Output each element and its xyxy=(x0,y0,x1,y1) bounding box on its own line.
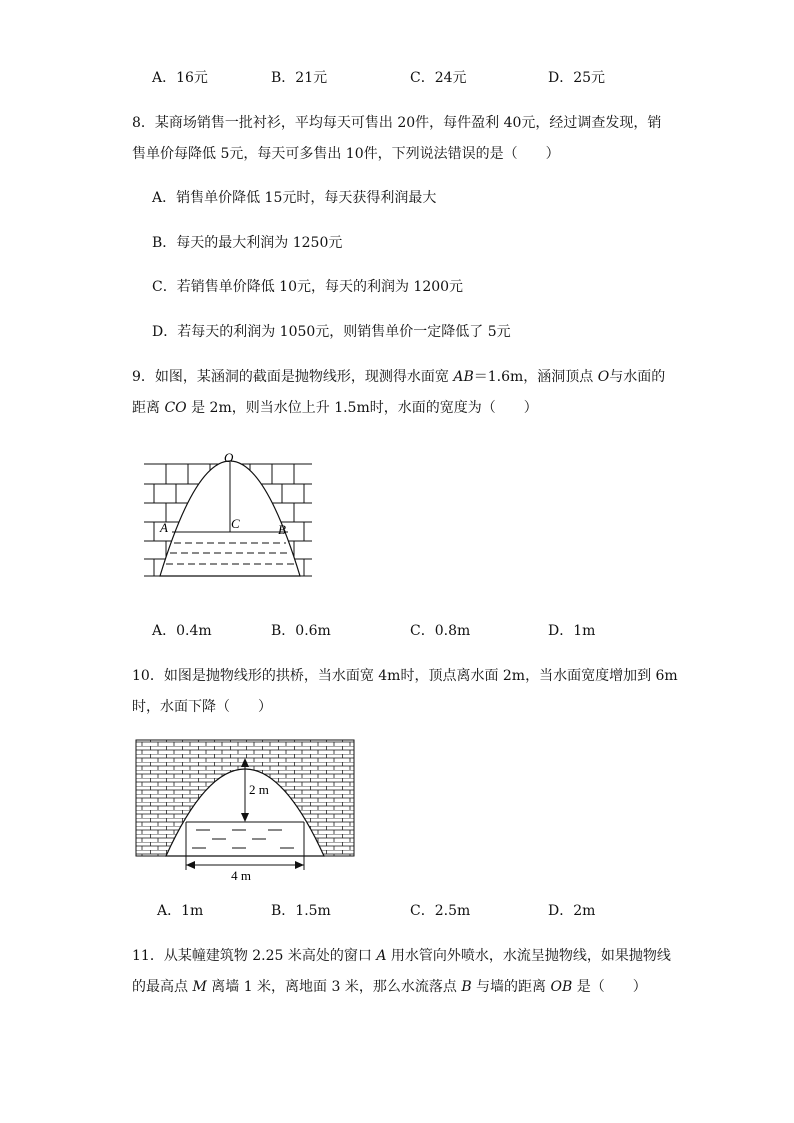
q8-option-b: B．每天的最大利润为 1250元 xyxy=(152,235,343,251)
label-o: O xyxy=(224,450,234,465)
label-a: A xyxy=(160,520,168,535)
q10-stem-line-1: 10．如图是抛物线形的拱桥，当水面宽 4m时，顶点离水面 2m，当水面宽度增加到 6m xyxy=(132,668,678,684)
q9-option-a: A．0.4m xyxy=(152,623,212,639)
q10-stem-line-2: 时，水面下降（ ） xyxy=(132,699,272,715)
q8-option-d: D．若每天的利润为 1050元，则销售单价一定降低了 5元 xyxy=(152,324,511,340)
q7-option-d: D．25元 xyxy=(548,70,606,86)
label-b: B xyxy=(278,522,286,537)
q10-option-b: B．1.5m xyxy=(271,903,331,919)
q8-stem-line-2: 售单价每降低 5元，每天可多售出 10件，下列说法错误的是（ ） xyxy=(132,146,560,162)
q8-stem-line-1: 8．某商场销售一批衬衫，平均每天可售出 20件，每件盈利 40元，经过调查发现，销 xyxy=(132,115,662,131)
label-height-2m: 2 m xyxy=(249,782,269,797)
culvert-figure xyxy=(138,446,320,580)
q9-option-d: D．1m xyxy=(548,623,596,639)
q10-option-d: D．2m xyxy=(548,903,596,919)
q9-option-b: B．0.6m xyxy=(271,623,331,639)
q9-stem-line-2: 距离 CO 是 2m，则当水位上升 1.5m时，水面的宽度为（ ） xyxy=(132,400,538,416)
label-width-4m: 4 m xyxy=(231,868,251,882)
q7-option-a: A．16元 xyxy=(152,70,208,86)
q9-option-c: C．0.8m xyxy=(410,623,471,639)
bridge-figure xyxy=(134,738,358,882)
q10-option-c: C．2.5m xyxy=(410,903,471,919)
q7-option-b: B．21元 xyxy=(271,70,328,86)
q11-stem-line-2: 的最高点 M 离墙 1 米，离地面 3 米，那么水流落点 B 与墙的距离 OB 是（ ） xyxy=(132,979,647,995)
q9-stem-line-1: 9．如图，某涵洞的截面是抛物线形，现测得水面宽 AB＝1.6m，涵洞顶点 O与水面的 xyxy=(132,369,666,385)
q11-stem-line-1: 11．从某幢建筑物 2.25 米高处的窗口 A 用水管向外喷水，水流呈抛物线，如果抛物线 xyxy=(132,948,671,964)
q10-option-a: A．1m xyxy=(157,903,204,919)
label-c: C xyxy=(231,516,240,531)
q8-option-a: A．销售单价降低 15元时，每天获得利润最大 xyxy=(152,190,437,206)
q8-option-c: C．若销售单价降低 10元，每天的利润为 1200元 xyxy=(152,279,464,295)
q7-option-c: C．24元 xyxy=(410,70,467,86)
